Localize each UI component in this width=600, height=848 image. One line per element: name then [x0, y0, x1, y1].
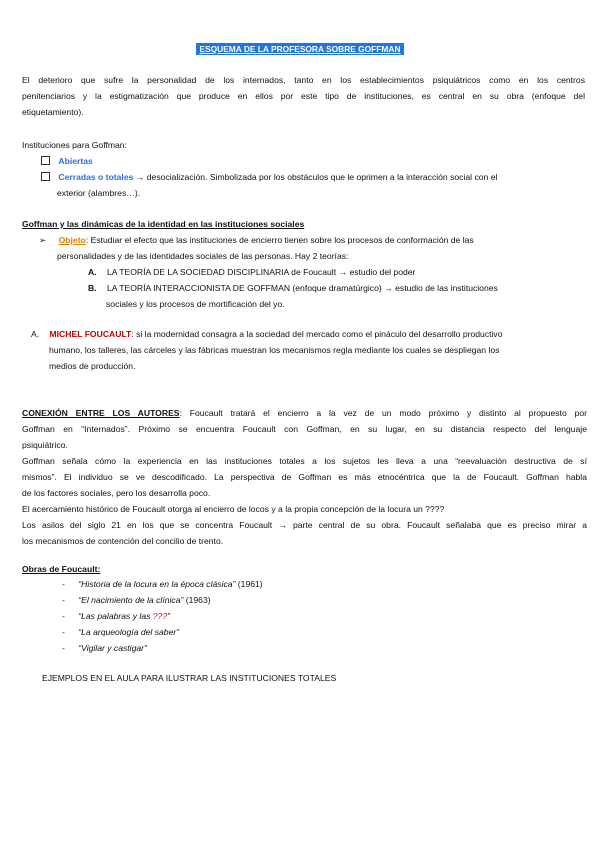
theory-text-cont: sociales y los procesos de mortificación del yo. [106, 299, 285, 309]
foucault-name: MICHEL FOUCAULT [49, 329, 132, 339]
obra-item [62, 624, 179, 640]
institution-label: Abiertas [58, 156, 93, 166]
obra-item [62, 576, 263, 592]
foucault-text-cont: humano, los talleres, las cárceles y las fábricas muestran los mecanismos regla mediante los cuales se despliegan los [49, 345, 500, 355]
conexion-line: de los factores sociales, pero los desarrolla poco. [22, 488, 211, 498]
dash-bullet: - [62, 627, 65, 637]
conexion-line: Goffman señala cómo la experiencia en las instituciones totales a los sujetos les lleva a una “reevaluación destructiva de sí [22, 456, 587, 466]
section-heading-goffman: Goffman y las dinámicas de la identidad en las instituciones sociales [22, 219, 305, 229]
conexion-line: psiquiátrico. [22, 440, 68, 450]
institution-text: → desocialización. Simbolizada por los obstáculos que le oprimen a la interacción social con el [135, 172, 498, 182]
foucault-text: : si la modernidad consagra a la sociedad del mercado como el pináculo del desarrollo productivo [131, 329, 503, 339]
obra-title: “Las palabras y las [78, 611, 153, 621]
ejemplos-heading: EJEMPLOS EN EL AULA PARA ILUSTRAR LAS INSTITUCIONES TOTALES [42, 673, 337, 683]
document-title [0, 44, 600, 54]
dash-bullet: - [62, 643, 65, 653]
title-highlight: ESQUEMA DE LA PROFESORA SOBRE GOFFMAN [196, 43, 403, 55]
conexion-line: los mecanismos de contención del concilio de trento. [22, 536, 224, 546]
dash-bullet: - [62, 611, 65, 621]
foucault-text-cont: medios de producción. [49, 361, 136, 371]
intro-line: El deterioro que sufre la personalidad de los internados, tanto en los establecimientos psiquiátricos como en los centros [22, 75, 585, 85]
conexion-line: Los asilos del siglo 21 en los que se concentra Foucault → parte central de su obra. Foucault señalaba que es preciso mirar a [22, 520, 587, 530]
conexion-paragraph [22, 405, 587, 549]
obra-item [62, 640, 147, 656]
theory-marker: B. [88, 283, 97, 293]
institution-text-cont: exterior (alambres…). [57, 188, 141, 198]
foucault-marker: A. [31, 329, 40, 339]
checkbox-icon [41, 172, 50, 181]
institution-item-abiertas [41, 153, 93, 169]
obra-title: “Historia de la locura en la época clásica” [78, 579, 236, 589]
theory-text: LA TEORÍA DE LA SOCIEDAD DISCIPLINARIA de Foucault → estudio del poder [106, 267, 416, 277]
arrow-bullet-icon: ➢ [39, 235, 47, 245]
instituciones-heading: Instituciones para Goffman: [22, 140, 127, 150]
institution-label: Cerradas o totales [58, 172, 134, 182]
theory-b [88, 280, 586, 296]
intro-line: penitenciarios y la estigmatización que produce en ellos por este tipo de instituciones, es central en su obra (enfoque del [22, 91, 585, 101]
obra-title: “El nacimiento de la clínica” [78, 595, 184, 605]
institution-item-cerradas [41, 169, 586, 185]
theory-a [88, 264, 415, 280]
theory-marker: A. [88, 267, 97, 277]
conexion-line: Goffman en “Internados”. Próximo se encuentra Foucault con Goffman, en su lugar, en su distancia respecto del lenguaje [22, 424, 587, 434]
obra-title: “Vigilar y castigar” [78, 643, 147, 653]
theory-text: LA TEORÍA INTERACCIONISTA DE GOFFMAN (enfoque dramatúrgico) → estudio de las instituciones [106, 283, 498, 293]
obra-year: (1961) [235, 579, 263, 589]
objeto-label: Objeto [58, 235, 86, 245]
intro-line: etiquetamiento). [22, 107, 84, 117]
obras-heading: Obras de Foucault: [22, 564, 101, 574]
obra-item [62, 608, 170, 624]
obra-title: “La arqueología del saber” [78, 627, 180, 637]
obra-title-end: ” [167, 611, 170, 621]
intro-paragraph [22, 72, 585, 120]
conexion-text: : Foucault tratará el encierro a la vez de un modo próximo y distinto al propuesto por [179, 408, 587, 418]
conexion-line [22, 405, 587, 421]
checkbox-icon [41, 156, 50, 165]
conexion-line: mismos”. El individuo se ve descodificado. La perspectiva de Goffman es más etnocéntrica que la de Foucault. Goffman habla [22, 472, 587, 482]
obra-year: (1963) [183, 595, 211, 605]
dash-bullet: - [62, 579, 65, 589]
foucault-block [31, 326, 586, 342]
objeto-text-cont: personalidades y de las identidades sociales de las personas. Hay 2 teorías: [57, 251, 349, 261]
objeto-block [39, 232, 586, 248]
conexion-heading: CONEXIÓN ENTRE LOS AUTORES [22, 408, 180, 418]
obra-title-unknown: ??? [152, 611, 168, 621]
objeto-text: : Estudiar el efecto que las instituciones de encierro tienen sobre los procesos de conformación de las [85, 235, 474, 245]
obra-item [62, 592, 211, 608]
conexion-line: El acercamiento histórico de Foucault otorga al encierro de locos y a la propia concepción de la locura un ???? [22, 504, 445, 514]
dash-bullet: - [62, 595, 65, 605]
